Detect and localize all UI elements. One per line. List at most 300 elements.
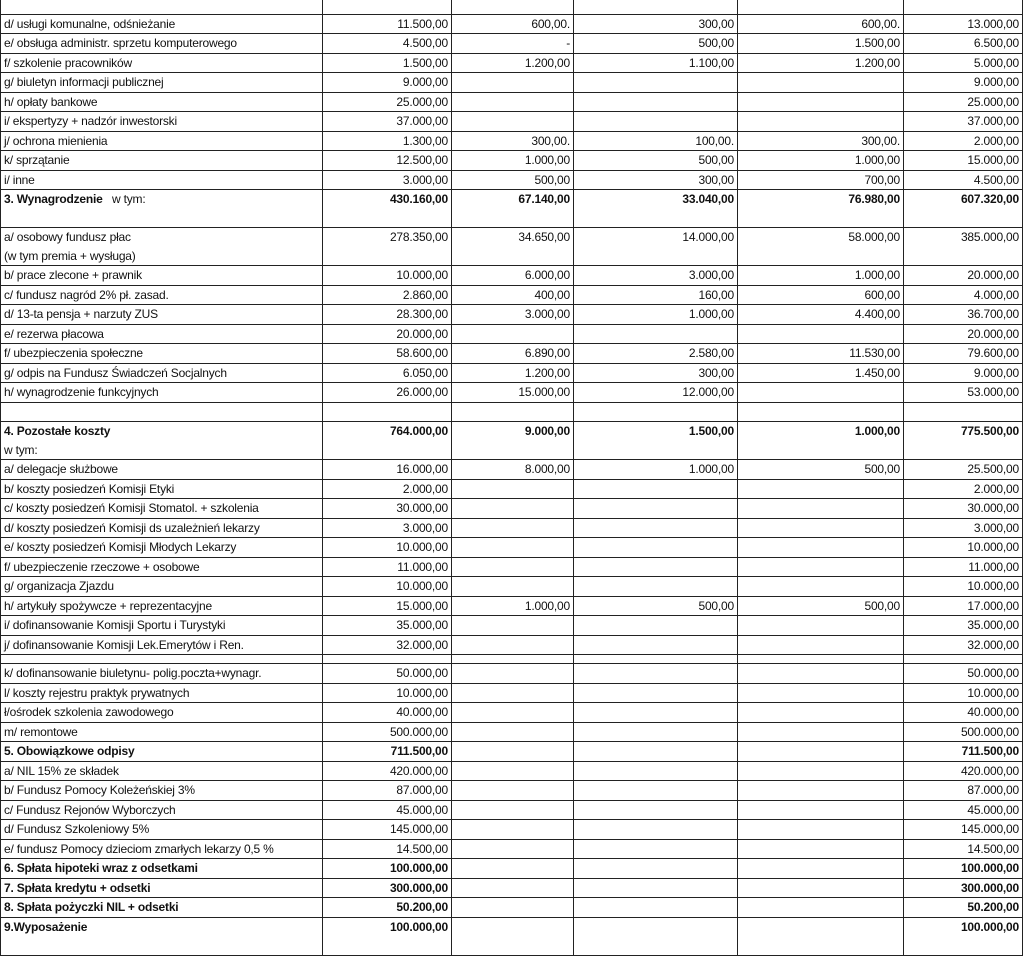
amount-col-1-cell: 87.000,00	[323, 781, 452, 801]
amount-col-2-cell: -	[452, 34, 574, 54]
amount-col-1-cell: 6.050,00	[323, 363, 452, 383]
table-row	[1, 305, 1023, 325]
amount-col-3-cell: 2.580,00	[574, 344, 738, 364]
table-row	[1, 460, 1023, 480]
amount-col-3-cell: 300,00	[574, 363, 738, 383]
table-row	[1, 0, 1023, 14]
amount-col-3-cell	[574, 324, 738, 344]
amount-col-1-cell: 30.000,00	[323, 499, 452, 519]
row-label-text: 6. Spłata hipoteki wraz z odsetkami	[4, 861, 198, 875]
amount-col-2-cell	[452, 898, 574, 918]
row-label-text: h/ artykuły spożywcze + reprezentacyjne	[4, 598, 212, 613]
amount-col-1-cell: 9.000,00	[323, 73, 452, 93]
table-row	[1, 422, 1023, 460]
row-label	[1, 151, 323, 171]
row-label-text: j/ dofinansowanie Komisji Lek.Emerytów i Ren.	[4, 637, 244, 652]
amount-col-4-cell	[738, 878, 904, 898]
row-label-text: e/ rezerwa płacowa	[4, 326, 104, 341]
amount-col-1-cell: 278.350,00	[323, 228, 452, 266]
total-col-cell: 10.000,00	[904, 683, 1023, 703]
row-label-text: d/ 13-ta pensja + narzuty ZUS	[4, 307, 158, 321]
table-row	[1, 228, 1023, 266]
amount-col-1-cell: 10.000,00	[323, 266, 452, 286]
row-label-line2: w tym:	[4, 442, 38, 457]
total-col-cell: 100.000,00	[904, 859, 1023, 879]
amount-col-4-cell: 1.500,00	[738, 34, 904, 54]
amount-col-4-cell	[738, 92, 904, 112]
amount-col-1-cell: 25.000,00	[323, 92, 452, 112]
amount-col-1-cell: 14.500,00	[323, 839, 452, 859]
row-label-text: d/ koszty posiedzeń Komisji ds uzależnień lekarzy	[4, 520, 260, 535]
total-col-cell: 45.000,00	[904, 800, 1023, 820]
amount-col-4-cell	[738, 557, 904, 577]
row-label	[1, 538, 323, 558]
amount-col-3-cell: 300,00	[574, 170, 738, 190]
amount-col-3-cell	[574, 538, 738, 558]
amount-col-1-cell: 10.000,00	[323, 577, 452, 597]
amount-col-2-cell	[452, 761, 574, 781]
amount-col-4-cell	[738, 839, 904, 859]
amount-col-2-cell	[452, 635, 574, 655]
amount-col-4-cell	[738, 664, 904, 684]
amount-col-2-cell: 8.000,00	[452, 460, 574, 480]
amount-col-4-cell	[738, 112, 904, 132]
amount-col-4-cell	[738, 898, 904, 918]
amount-col-3-cell	[574, 839, 738, 859]
amount-col-2-cell: 15.000,00	[452, 383, 574, 403]
total-col-cell	[904, 655, 1023, 664]
amount-col-1-cell: 100.000,00	[323, 917, 452, 955]
amount-col-3-cell	[574, 479, 738, 499]
table-row	[1, 170, 1023, 190]
amount-col-1-cell: 16.000,00	[323, 460, 452, 480]
total-col-cell: 20.000,00	[904, 266, 1023, 286]
amount-col-2-cell	[452, 917, 574, 955]
total-col-cell: 607.320,00	[904, 190, 1023, 228]
table-row	[1, 596, 1023, 616]
row-label	[1, 266, 323, 286]
total-col-cell: 53.000,00	[904, 383, 1023, 403]
amount-col-2-cell: 1.000,00	[452, 151, 574, 171]
table-row	[1, 898, 1023, 918]
amount-col-2-cell	[452, 781, 574, 801]
row-label-suffix: w tym:	[102, 192, 146, 206]
amount-col-2-cell	[452, 0, 574, 14]
row-label-text: d/ Fundusz Szkoleniowy 5%	[4, 822, 150, 836]
total-col-cell: 145.000,00	[904, 820, 1023, 840]
amount-col-2-cell	[452, 499, 574, 519]
table-row	[1, 800, 1023, 820]
amount-col-4-cell	[738, 742, 904, 762]
amount-col-4-cell	[738, 722, 904, 742]
amount-col-2-cell: 600,00.	[452, 14, 574, 34]
amount-col-2-cell: 67.140,00	[452, 190, 574, 228]
amount-col-4-cell: 600,00.	[738, 14, 904, 34]
total-col-cell	[904, 402, 1023, 422]
table-row	[1, 878, 1023, 898]
amount-col-2-cell	[452, 820, 574, 840]
amount-col-4-cell: 600,00	[738, 285, 904, 305]
row-label	[1, 92, 323, 112]
amount-col-3-cell	[574, 557, 738, 577]
amount-col-3-cell: 100,00.	[574, 131, 738, 151]
table-row	[1, 14, 1023, 34]
total-col-cell: 40.000,00	[904, 703, 1023, 723]
row-label	[1, 917, 323, 955]
row-label	[1, 616, 323, 636]
amount-col-1-cell	[323, 402, 452, 422]
row-label-text: c/ koszty posiedzeń Komisji Stomatol. + szkolenia	[4, 501, 259, 515]
row-label-text: 3. Wynagrodzenie	[4, 192, 103, 206]
row-label-text: i/ dofinansowanie Komisji Sportu i Turystyki	[4, 618, 226, 632]
row-label	[1, 190, 323, 228]
amount-col-4-cell: 1.200,00	[738, 53, 904, 73]
amount-col-2-cell: 1.000,00	[452, 596, 574, 616]
table-row	[1, 742, 1023, 762]
amount-col-1-cell: 26.000,00	[323, 383, 452, 403]
amount-col-2-cell: 500,00	[452, 170, 574, 190]
amount-col-3-cell	[574, 402, 738, 422]
table-row	[1, 722, 1023, 742]
amount-col-4-cell: 500,00	[738, 596, 904, 616]
total-col-cell: 100.000,00	[904, 917, 1023, 955]
amount-col-2-cell	[452, 683, 574, 703]
total-col-cell: 13.000,00	[904, 14, 1023, 34]
row-label	[1, 131, 323, 151]
row-label-text: e/ obsługa administr. sprzetu komputerowego	[4, 36, 237, 50]
amount-col-3-cell	[574, 635, 738, 655]
total-col-cell: 10.000,00	[904, 538, 1023, 558]
table-row	[1, 402, 1023, 422]
table-row	[1, 190, 1023, 228]
amount-col-3-cell	[574, 655, 738, 664]
table-row	[1, 266, 1023, 286]
amount-col-4-cell	[738, 0, 904, 14]
amount-col-3-cell	[574, 859, 738, 879]
amount-col-2-cell	[452, 800, 574, 820]
row-label-text: f/ szkolenie pracowników	[4, 55, 132, 70]
row-label	[1, 34, 323, 54]
table-row	[1, 577, 1023, 597]
amount-col-2-cell: 1.200,00	[452, 53, 574, 73]
row-label-text: h/ wynagrodzenie funkcyjnych	[4, 385, 159, 399]
amount-col-1-cell: 28.300,00	[323, 305, 452, 325]
table-row	[1, 518, 1023, 538]
total-col-cell: 20.000,00	[904, 324, 1023, 344]
amount-col-3-cell: 1.000,00	[574, 305, 738, 325]
amount-col-4-cell: 700,00	[738, 170, 904, 190]
row-label-text: i/ inne	[4, 172, 35, 187]
amount-col-1-cell	[323, 655, 452, 664]
amount-col-2-cell	[452, 557, 574, 577]
total-col-cell: 32.000,00	[904, 635, 1023, 655]
amount-col-1-cell: 58.600,00	[323, 344, 452, 364]
table-row	[1, 538, 1023, 558]
amount-col-1-cell: 711.500,00	[323, 742, 452, 762]
amount-col-4-cell: 1.450,00	[738, 363, 904, 383]
total-col-cell: 50.200,00	[904, 898, 1023, 918]
row-label-text: c/ fundusz nagród 2% pł. zasad.	[4, 287, 169, 302]
row-label-text: g/ odpis na Fundusz Świadczeń Socjalnych	[4, 365, 227, 380]
row-label	[1, 499, 323, 519]
amount-col-1-cell: 4.500,00	[323, 34, 452, 54]
row-label-text: 9.Wyposażenie	[4, 919, 88, 934]
table-row	[1, 917, 1023, 955]
row-label	[1, 655, 323, 664]
row-label	[1, 859, 323, 879]
row-label	[1, 742, 323, 762]
amount-col-4-cell	[738, 577, 904, 597]
amount-col-1-cell: 420.000,00	[323, 761, 452, 781]
row-label-text: k/ sprzątanie	[4, 153, 70, 167]
row-label-text: h/ opłaty bankowe	[4, 94, 98, 109]
row-label-text: a/ delegacje służbowe	[4, 462, 118, 476]
row-label	[1, 761, 323, 781]
amount-col-1-cell: 11.500,00	[323, 14, 452, 34]
row-label	[1, 518, 323, 538]
table-row	[1, 781, 1023, 801]
total-col-cell: 37.000,00	[904, 112, 1023, 132]
amount-col-3-cell: 12.000,00	[574, 383, 738, 403]
amount-col-1-cell: 35.000,00	[323, 616, 452, 636]
total-col-cell: 35.000,00	[904, 616, 1023, 636]
row-label	[1, 703, 323, 723]
row-label-text: ł/ośrodek szkolenia zawodowego	[4, 705, 174, 719]
amount-col-4-cell	[738, 761, 904, 781]
row-label	[1, 422, 323, 460]
row-label-text: j/ ochrona mienienia	[4, 133, 108, 148]
amount-col-2-cell	[452, 664, 574, 684]
table-row	[1, 664, 1023, 684]
row-label-text: 7. Spłata kredytu + odsetki	[4, 880, 151, 895]
total-col-cell: 79.600,00	[904, 344, 1023, 364]
amount-col-2-cell	[452, 324, 574, 344]
amount-col-2-cell	[452, 479, 574, 499]
amount-col-3-cell	[574, 112, 738, 132]
row-label-text: f/ ubezpieczenia społeczne	[4, 346, 143, 360]
amount-col-2-cell: 400,00	[452, 285, 574, 305]
row-label	[1, 460, 323, 480]
amount-col-2-cell	[452, 92, 574, 112]
row-label	[1, 596, 323, 616]
amount-col-2-cell	[452, 73, 574, 93]
row-label-text: 5. Obowiązkowe odpisy	[4, 744, 135, 758]
row-label-text: 8. Spłata pożyczki NIL + odsetki	[4, 900, 179, 914]
row-label	[1, 820, 323, 840]
total-col-cell: 50.000,00	[904, 664, 1023, 684]
total-col-cell: 4.500,00	[904, 170, 1023, 190]
amount-col-3-cell: 160,00	[574, 285, 738, 305]
amount-col-1-cell: 50.000,00	[323, 664, 452, 684]
amount-col-4-cell: 500,00	[738, 460, 904, 480]
amount-col-1-cell: 145.000,00	[323, 820, 452, 840]
row-label-text: b/ koszty posiedzeń Komisji Etyki	[4, 481, 175, 496]
total-col-cell: 87.000,00	[904, 781, 1023, 801]
row-label-text: g/ organizacja Zjazdu	[4, 579, 114, 593]
table-row	[1, 73, 1023, 93]
amount-col-4-cell	[738, 800, 904, 820]
table-row	[1, 479, 1023, 499]
row-label	[1, 305, 323, 325]
row-label-text: b/ prace zlecone + prawnik	[4, 268, 142, 282]
amount-col-1-cell: 500.000,00	[323, 722, 452, 742]
table-row	[1, 635, 1023, 655]
row-label-text: a/ NIL 15% ze składek	[4, 763, 119, 778]
amount-col-4-cell	[738, 683, 904, 703]
amount-col-4-cell	[738, 781, 904, 801]
amount-col-3-cell	[574, 800, 738, 820]
amount-col-3-cell	[574, 781, 738, 801]
amount-col-2-cell	[452, 616, 574, 636]
total-col-cell: 36.700,00	[904, 305, 1023, 325]
row-label	[1, 383, 323, 403]
amount-col-4-cell	[738, 73, 904, 93]
amount-col-3-cell: 500,00	[574, 34, 738, 54]
amount-col-2-cell	[452, 878, 574, 898]
total-col-cell: 17.000,00	[904, 596, 1023, 616]
amount-col-2-cell: 3.000,00	[452, 305, 574, 325]
amount-col-4-cell	[738, 635, 904, 655]
table-row	[1, 683, 1023, 703]
total-col-cell: 11.000,00	[904, 557, 1023, 577]
table-row	[1, 383, 1023, 403]
amount-col-3-cell	[574, 499, 738, 519]
row-label-text: l/ koszty rejestru praktyk prywatnych	[4, 685, 190, 700]
amount-col-2-cell	[452, 112, 574, 132]
amount-col-1-cell: 20.000,00	[323, 324, 452, 344]
table-row	[1, 151, 1023, 171]
amount-col-4-cell	[738, 820, 904, 840]
row-label	[1, 170, 323, 190]
row-label	[1, 722, 323, 742]
amount-col-4-cell: 76.980,00	[738, 190, 904, 228]
row-label	[1, 577, 323, 597]
row-label	[1, 878, 323, 898]
amount-col-4-cell: 58.000,00	[738, 228, 904, 266]
table-row	[1, 112, 1023, 132]
row-label	[1, 344, 323, 364]
amount-col-1-cell: 10.000,00	[323, 538, 452, 558]
amount-col-2-cell	[452, 518, 574, 538]
row-label	[1, 0, 323, 14]
amount-col-3-cell	[574, 92, 738, 112]
table-row	[1, 131, 1023, 151]
amount-col-4-cell	[738, 655, 904, 664]
total-col-cell: 15.000,00	[904, 151, 1023, 171]
row-label	[1, 73, 323, 93]
amount-col-2-cell	[452, 402, 574, 422]
amount-col-3-cell	[574, 73, 738, 93]
row-label-text: a/ osobowy fundusz płac	[4, 230, 131, 244]
amount-col-2-cell	[452, 839, 574, 859]
amount-col-1-cell: 300.000,00	[323, 878, 452, 898]
amount-col-2-cell	[452, 538, 574, 558]
amount-col-3-cell	[574, 616, 738, 636]
amount-col-1-cell: 764.000,00	[323, 422, 452, 460]
row-label	[1, 683, 323, 703]
row-label	[1, 557, 323, 577]
row-label-text: e/ koszty posiedzeń Komisji Młodych Lekarzy	[4, 540, 237, 554]
total-col-cell: 10.000,00	[904, 577, 1023, 597]
row-label-text: c/ Fundusz Rejonów Wyborczych	[4, 802, 176, 817]
row-label	[1, 228, 323, 266]
amount-col-3-cell: 500,00	[574, 596, 738, 616]
table-row	[1, 285, 1023, 305]
table-row	[1, 34, 1023, 54]
amount-col-4-cell: 1.000,00	[738, 422, 904, 460]
table-row	[1, 820, 1023, 840]
row-label	[1, 839, 323, 859]
amount-col-2-cell	[452, 742, 574, 762]
amount-col-4-cell	[738, 859, 904, 879]
row-label	[1, 800, 323, 820]
amount-col-4-cell	[738, 383, 904, 403]
amount-col-4-cell	[738, 324, 904, 344]
amount-col-2-cell: 1.200,00	[452, 363, 574, 383]
amount-col-1-cell: 40.000,00	[323, 703, 452, 723]
row-label-text: k/ dofinansowanie biuletynu- polig.poczta+wynagr.	[4, 666, 262, 680]
total-col-cell: 420.000,00	[904, 761, 1023, 781]
amount-col-4-cell	[738, 538, 904, 558]
row-label-text: g/ biuletyn informacji publicznej	[4, 75, 164, 89]
budget-table-body	[1, 0, 1023, 955]
amount-col-3-cell	[574, 761, 738, 781]
total-col-cell: 4.000,00	[904, 285, 1023, 305]
amount-col-1-cell: 37.000,00	[323, 112, 452, 132]
amount-col-1-cell: 15.000,00	[323, 596, 452, 616]
table-row	[1, 655, 1023, 664]
total-col-cell: 25.000,00	[904, 92, 1023, 112]
amount-col-4-cell	[738, 703, 904, 723]
amount-col-4-cell: 4.400,00	[738, 305, 904, 325]
amount-col-4-cell	[738, 518, 904, 538]
amount-col-3-cell	[574, 683, 738, 703]
amount-col-3-cell	[574, 742, 738, 762]
total-col-cell: 9.000,00	[904, 363, 1023, 383]
table-row	[1, 761, 1023, 781]
amount-col-3-cell: 14.000,00	[574, 228, 738, 266]
row-label-line	[4, 190, 319, 209]
amount-col-1-cell	[323, 0, 452, 14]
row-label	[1, 898, 323, 918]
amount-col-2-cell: 6.890,00	[452, 344, 574, 364]
total-col-cell: 3.000,00	[904, 518, 1023, 538]
table-row	[1, 499, 1023, 519]
amount-col-3-cell	[574, 0, 738, 14]
amount-col-3-cell: 3.000,00	[574, 266, 738, 286]
amount-col-4-cell	[738, 479, 904, 499]
total-col-cell	[904, 0, 1023, 14]
amount-col-3-cell: 33.040,00	[574, 190, 738, 228]
amount-col-3-cell	[574, 577, 738, 597]
table-row	[1, 363, 1023, 383]
row-label-text: e/ fundusz Pomocy dzieciom zmarłych lekarzy 0,5 %	[4, 841, 274, 856]
row-label	[1, 285, 323, 305]
table-row	[1, 557, 1023, 577]
amount-col-4-cell: 11.530,00	[738, 344, 904, 364]
amount-col-3-cell: 1.500,00	[574, 422, 738, 460]
amount-col-2-cell: 9.000,00	[452, 422, 574, 460]
row-label	[1, 781, 323, 801]
amount-col-4-cell	[738, 616, 904, 636]
amount-col-1-cell: 3.000,00	[323, 518, 452, 538]
amount-col-3-cell	[574, 820, 738, 840]
total-col-cell: 25.500,00	[904, 460, 1023, 480]
table-row	[1, 839, 1023, 859]
row-label	[1, 479, 323, 499]
row-label-text: b/ Fundusz Pomocy Koleżeńskiej 3%	[4, 783, 195, 797]
amount-col-1-cell: 50.200,00	[323, 898, 452, 918]
